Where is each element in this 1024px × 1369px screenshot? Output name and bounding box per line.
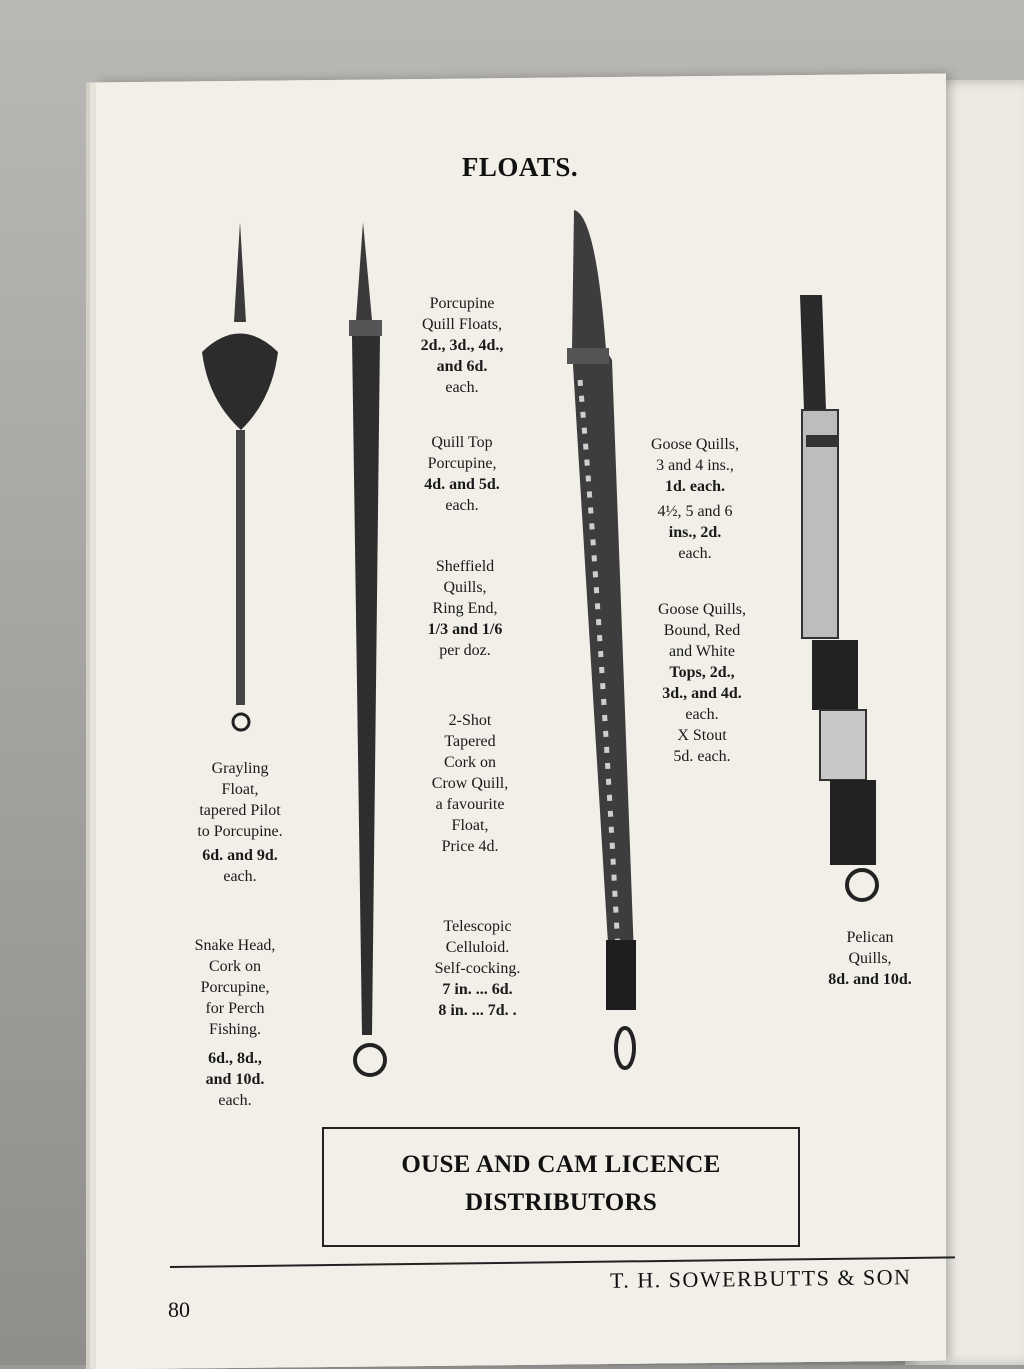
goose-bound-line: Goose Quills, [658, 601, 746, 618]
page-heading: FLOATS. [461, 152, 579, 182]
two-shot-line: Tapered [444, 733, 496, 750]
two-shot-line: a favourite [435, 796, 505, 813]
two-shot-line: Crow Quill, [431, 775, 509, 792]
goose-size: 4½, 5 and 6 [657, 503, 733, 520]
sheffield-price: 1/3 and 1/6 [427, 621, 503, 638]
two-shot-price: Price 4d. [441, 838, 499, 855]
goose-quills-caption [625, 434, 765, 564]
quill-top-price: 4d. and 5d. [424, 476, 500, 493]
goose-bound-line: X Stout [677, 727, 727, 744]
firm-name: T. H. SOWERBUTTS & SON [609, 1264, 912, 1293]
telescopic-line: Self-cocking. [434, 960, 521, 977]
grayling-caption [160, 758, 320, 887]
goose-bound-line: Tops, 2d., [669, 664, 735, 681]
pelican-line: Quills, [848, 950, 892, 967]
sheffield-line: Sheffield [435, 558, 495, 575]
goose-bound-line: 5d. each. [673, 748, 731, 765]
quill-top-line: Quill Top [431, 434, 493, 451]
sheffield-caption [395, 556, 535, 661]
pelican-caption [800, 927, 940, 990]
page-number: 80 [168, 1297, 190, 1322]
two-shot-caption [400, 710, 540, 857]
goose-bound-caption [632, 599, 772, 767]
porcupine-price: and 6d. [436, 358, 488, 375]
licence-line-1: OUSE AND CAM LICENCE [401, 1151, 721, 1178]
goose-price: 1d. each. [665, 478, 725, 495]
grayling-line: to Porcupine. [197, 823, 283, 840]
snake-head-line: Snake Head, [194, 937, 276, 954]
quill-top-each: each. [445, 497, 479, 514]
licence-box [322, 1127, 800, 1247]
goose-bound-line: and White [669, 643, 735, 660]
snake-head-caption [160, 935, 310, 1111]
grayling-line: Float, [221, 781, 259, 798]
porcupine-line: Quill Floats, [421, 316, 502, 333]
snake-head-price: and 10d. [205, 1071, 265, 1088]
snake-head-line: Cork on [209, 958, 261, 975]
snake-head-each: each. [218, 1092, 252, 1109]
grayling-price: 6d. and 9d. [202, 847, 278, 864]
grayling-each: each. [223, 868, 257, 885]
goose-each: each. [678, 545, 712, 562]
porcupine-quill-illustration [349, 222, 385, 1075]
snake-head-price: 6d., 8d., [208, 1050, 262, 1067]
telescopic-size: 7 in. ... 6d. [442, 981, 513, 998]
sheffield-line: Quills, [443, 579, 487, 596]
grayling-line: Grayling [211, 760, 269, 777]
two-shot-line: Cork on [444, 754, 496, 771]
two-shot-line: Float, [451, 817, 489, 834]
goose-line: 3 and 4 ins., [656, 457, 734, 474]
grayling-line: tapered Pilot [199, 802, 281, 819]
porcupine-each: each. [445, 379, 479, 396]
snake-head-line: for Perch [205, 1000, 265, 1017]
telescopic-line: Celluloid. [445, 939, 510, 956]
porcupine-price: 2d., 3d., 4d., [420, 337, 504, 354]
telescopic-line: Telescopic [443, 918, 512, 935]
goose-bound-line: Bound, Red [663, 622, 741, 639]
goose-bound-line: each. [685, 706, 719, 723]
goose-line: Goose Quills, [651, 436, 739, 453]
licence-line-2: DISTRIBUTORS [464, 1189, 658, 1216]
sheffield-line: Ring End, [432, 600, 498, 617]
porcupine-line: Porcupine [429, 295, 495, 312]
pelican-quill-illustration [800, 295, 877, 900]
snake-head-line: Porcupine, [200, 979, 270, 996]
quill-top-line: Porcupine, [427, 455, 497, 472]
goose-price: ins., 2d. [668, 524, 722, 541]
goose-bound-line: 3d., and 4d. [662, 685, 742, 702]
goose-quill-illustration [567, 210, 636, 1068]
quill-top-caption [392, 432, 532, 516]
telescopic-caption [405, 916, 550, 1021]
pelican-line: Pelican [846, 929, 894, 946]
grayling-float-illustration [202, 222, 278, 730]
telescopic-size: 8 in. ... 7d. . [438, 1002, 517, 1019]
sheffield-per: per doz. [439, 642, 491, 659]
porcupine-quill-caption [392, 293, 532, 398]
pelican-price: 8d. and 10d. [828, 971, 912, 988]
snake-head-line: Fishing. [208, 1021, 261, 1038]
two-shot-line: 2-Shot [448, 712, 492, 729]
